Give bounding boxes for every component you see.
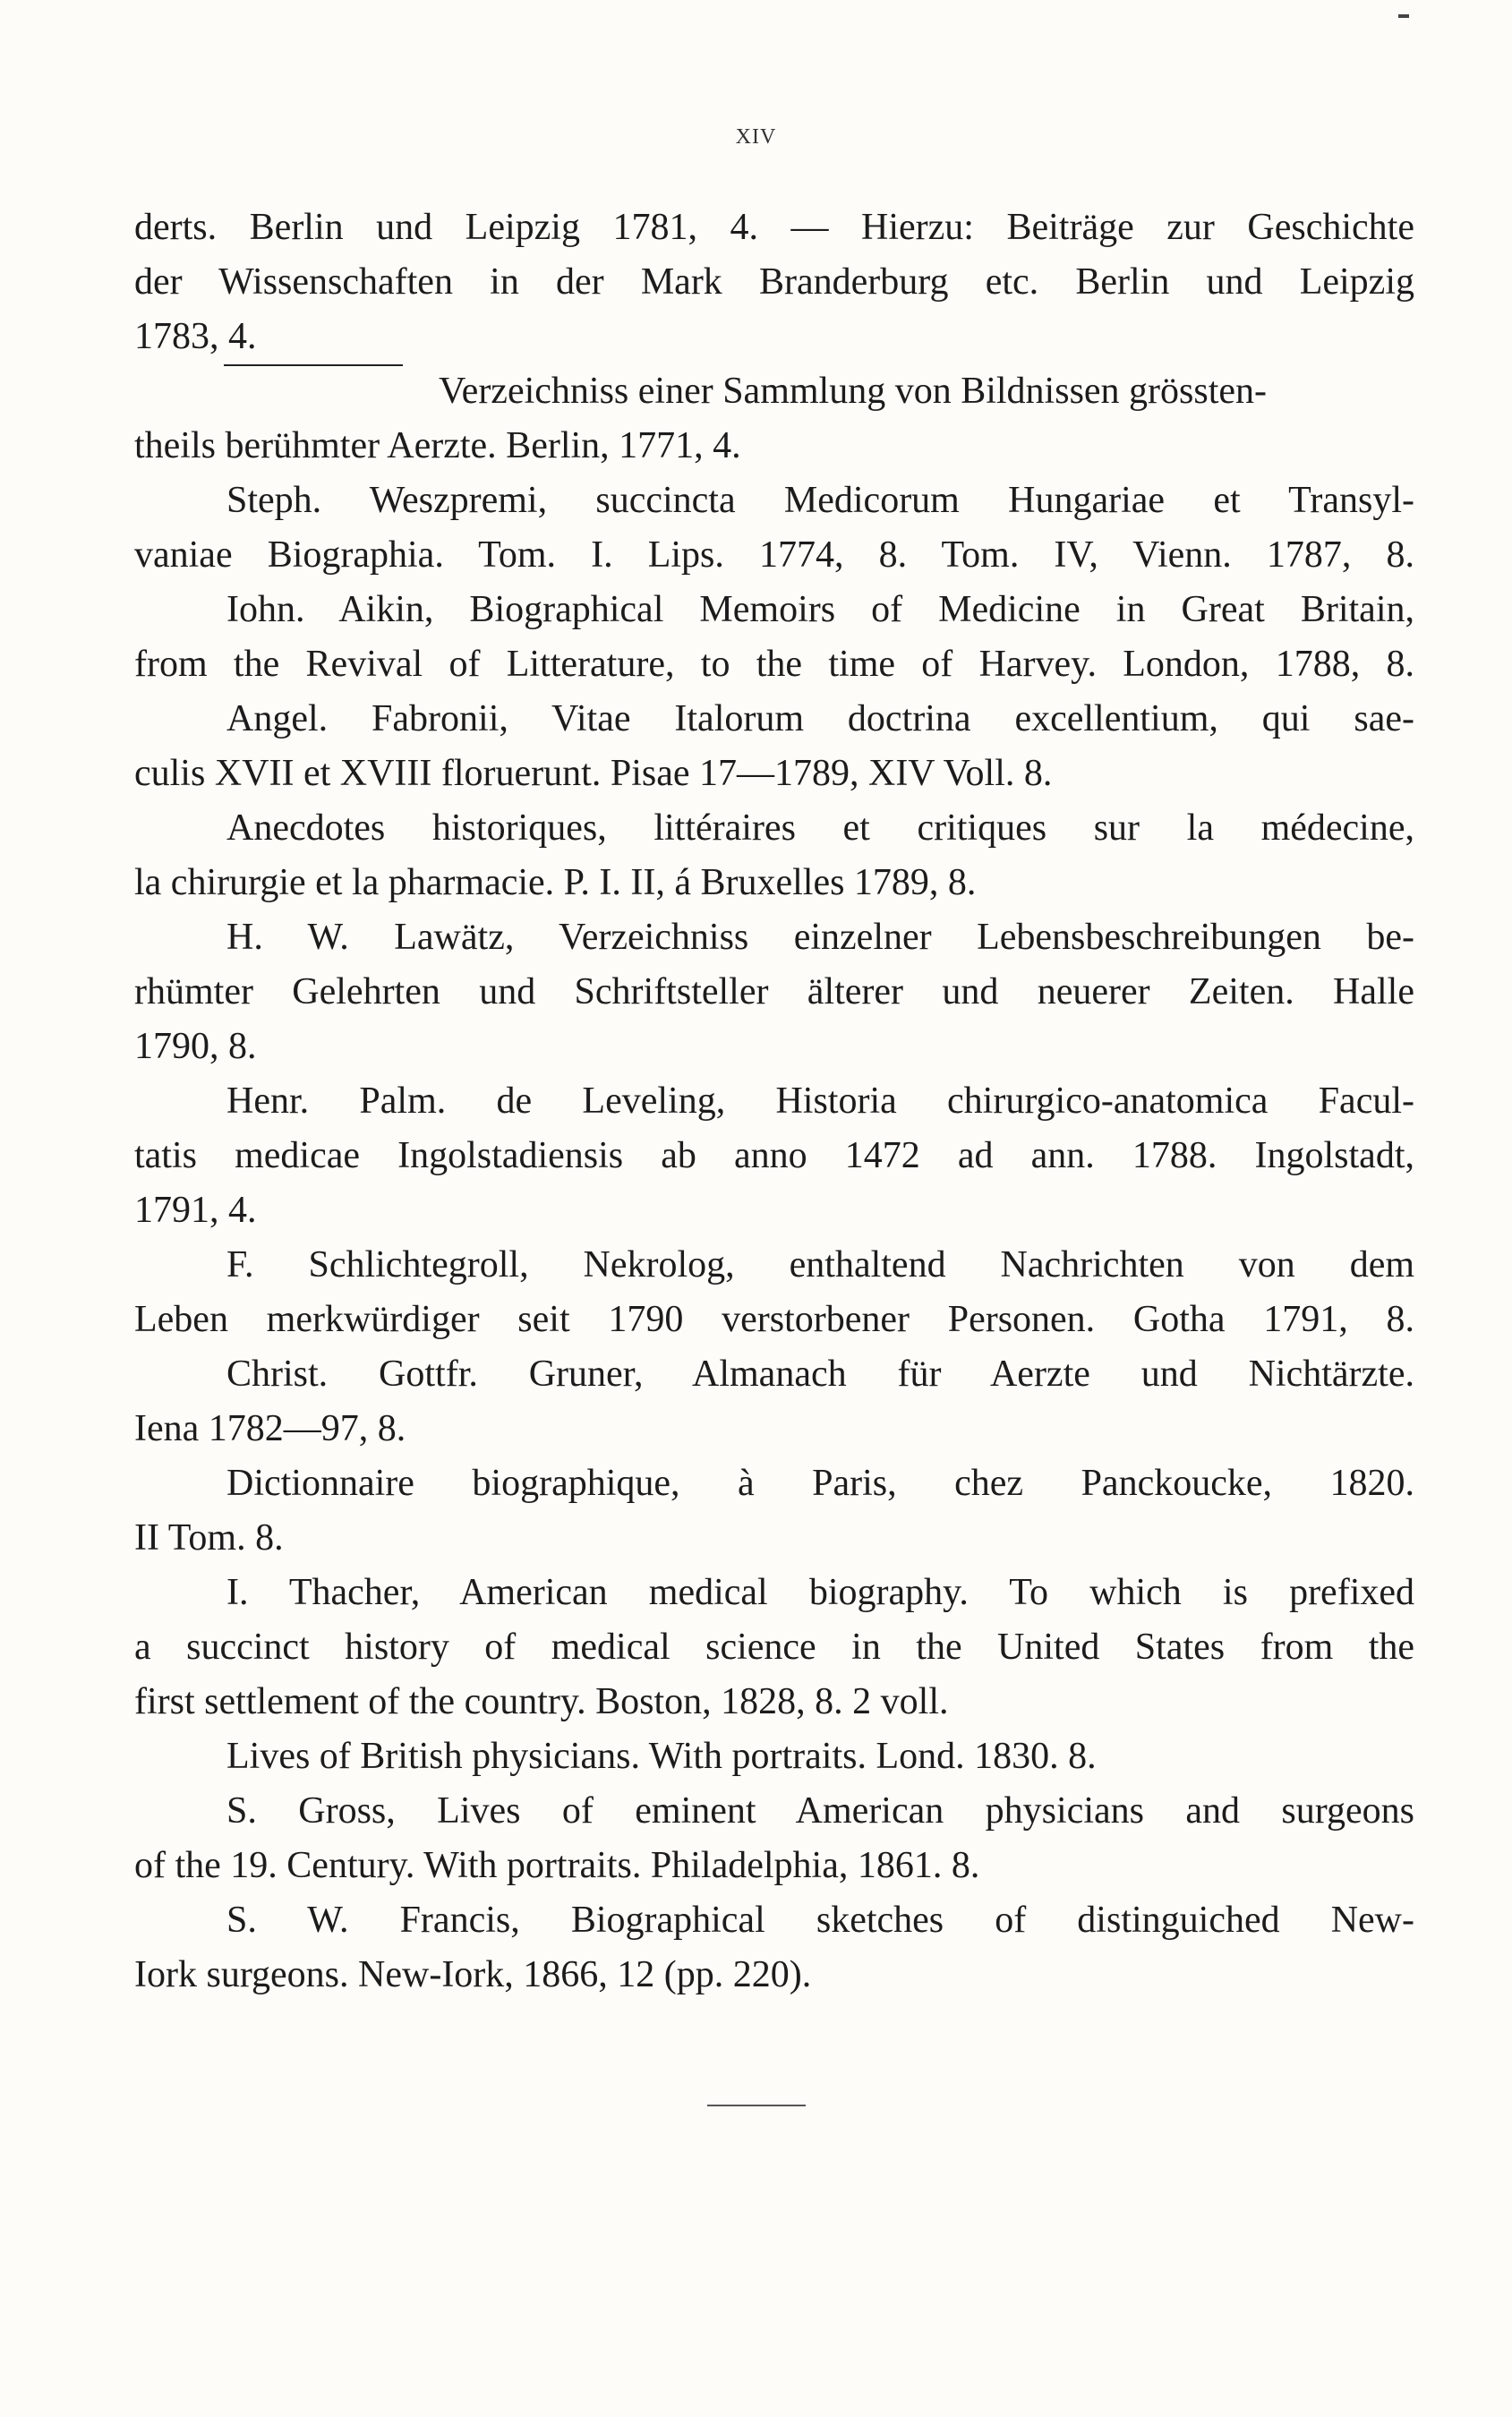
text-line (134, 419, 1414, 474)
line-text: of the 19. Century. With portraits. Philadelphia, 1861. 8. (134, 1845, 980, 1886)
line-text: Iena 1782—97, 8. (134, 1408, 406, 1449)
text-line (134, 1074, 1414, 1129)
text-line (134, 1839, 1414, 1893)
text-line (134, 692, 1414, 747)
text-line (134, 1948, 1414, 2003)
text-line (134, 1729, 1414, 1784)
line-text: 1783, 4. (134, 316, 257, 357)
line-text: a succinct history of medical science in the United States from the (134, 1627, 1414, 1668)
line-text: der Wissenschaften in der Mark Branderburg etc. Berlin und Leipzig (134, 261, 1414, 303)
text-line (134, 910, 1414, 965)
text-line (134, 1620, 1414, 1675)
line-text: H. W. Lawätz, Verzeichniss einzelner Lebensbeschreibungen be- (226, 917, 1414, 958)
line-text: S. Gross, Lives of eminent American physicians and surgeons (226, 1790, 1414, 1832)
line-text: theils berühmter Aerzte. Berlin, 1771, 4. (134, 425, 741, 466)
line-text: S. W. Francis, Biographical sketches of distinguiched New- (226, 1900, 1414, 1941)
scan-mark (1398, 14, 1409, 18)
line-text: 1790, 8. (134, 1026, 257, 1067)
text-line (134, 1566, 1414, 1620)
line-text: rhümter Gelehrten und Schriftsteller älterer und neuerer Zeiten. Halle (134, 971, 1414, 1012)
line-text: Lives of British physicians. With portraits. Lond. 1830. 8. (226, 1736, 1097, 1777)
page-number: XIV (735, 125, 777, 149)
text-line (134, 1293, 1414, 1347)
text-line (134, 1347, 1414, 1402)
text-line (134, 965, 1414, 1020)
text-line (134, 747, 1414, 801)
bibliography-text (134, 201, 1414, 2003)
text-line (134, 1238, 1414, 1293)
text-line (134, 1129, 1414, 1183)
line-text: Anecdotes historiques, littéraires et critiques sur la médecine, (226, 807, 1414, 849)
footer-rule (707, 2105, 806, 2106)
ditto-rule (224, 364, 403, 419)
text-line (134, 1020, 1414, 1074)
line-text: from the Revival of Litterature, to the time of Harvey. London, 1788, 8. (134, 644, 1414, 685)
line-text: la chirurgie et la pharmacie. P. I. II, á Bruxelles 1789, 8. (134, 862, 977, 903)
text-line (134, 310, 1414, 364)
text-line (134, 528, 1414, 583)
line-text: Iork surgeons. New-Iork, 1866, 12 (pp. 220). (134, 1954, 812, 1995)
line-text: Dictionnaire biographique, à Paris, chez Panckoucke, 1820. (226, 1463, 1414, 1504)
line-text: Henr. Palm. de Leveling, Historia chirurgico-anatomica Facul- (226, 1080, 1414, 1122)
text-line (134, 1893, 1414, 1948)
text-line (134, 1675, 1414, 1729)
line-text: Iohn. Aikin, Biographical Memoirs of Medicine in Great Britain, (226, 589, 1414, 630)
text-line (134, 583, 1414, 637)
line-text: Christ. Gottfr. Gruner, Almanach für Aerzte und Nichtärzte. (226, 1354, 1414, 1395)
text-line (134, 1183, 1414, 1238)
line-text: Verzeichniss einer Sammlung von Bildnissen grössten- (439, 371, 1268, 412)
line-text: Steph. Weszpremi, succincta Medicorum Hungariae et Transyl- (226, 480, 1414, 521)
text-line (134, 801, 1414, 856)
text-line (134, 637, 1414, 692)
line-text: II Tom. 8. (134, 1517, 284, 1559)
line-text: culis XVII et XVIII floruerunt. Pisae 17—1789, XIV Voll. 8. (134, 753, 1053, 794)
text-line (134, 1456, 1414, 1511)
line-text: F. Schlichtegroll, Nekrolog, enthaltend Nachrichten von dem (226, 1244, 1414, 1285)
text-line (134, 1402, 1414, 1456)
line-text: Angel. Fabronii, Vitae Italorum doctrina excellentium, qui sae- (226, 698, 1414, 739)
line-text: 1791, 4. (134, 1190, 257, 1231)
text-line (134, 201, 1414, 255)
text-line (134, 856, 1414, 910)
line-text: derts. Berlin und Leipzig 1781, 4. — Hierzu: Beiträge zur Geschichte (134, 207, 1414, 248)
text-line (134, 474, 1414, 528)
text-line (134, 364, 1414, 419)
line-text: vaniae Biographia. Tom. I. Lips. 1774, 8. Tom. IV, Vienn. 1787, 8. (134, 534, 1414, 576)
line-text: first settlement of the country. Boston, 1828, 8. 2 voll. (134, 1681, 949, 1722)
line-text: tatis medicae Ingolstadiensis ab anno 1472 ad ann. 1788. Ingolstadt, (134, 1135, 1414, 1176)
text-line (134, 1784, 1414, 1839)
line-text: Leben merkwürdiger seit 1790 verstorbener Personen. Gotha 1791, 8. (134, 1299, 1414, 1340)
text-line (134, 255, 1414, 310)
text-line (134, 1511, 1414, 1566)
line-text: I. Thacher, American medical biography. To which is prefixed (226, 1572, 1414, 1613)
